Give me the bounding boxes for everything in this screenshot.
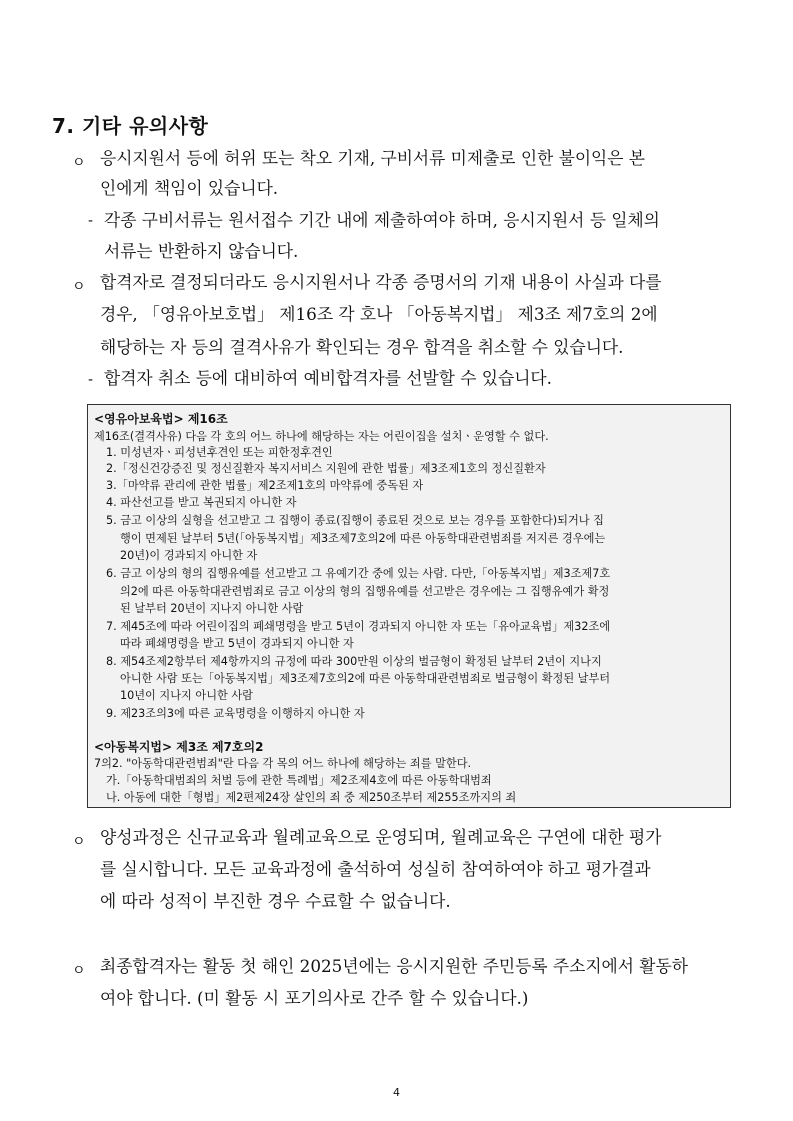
law-text: 7. 제45조에 따라 어린이집의 폐쇄명령을 받고 5년이 경과되지 아니한 자 또는「유아교육법」제32조에 [106,620,611,633]
law-text: 행이 면제된 날부터 5년(「아동복지법」제3조제7호의2에 따른 아동학대관련범죄를 저지른 경우에는 [120,532,606,545]
law-text: 8. 제54조제2항부터 제4항까지의 규정에 따라 300만원 이상의 벌금형이 확정된 날부터 2년이 지나지 [106,655,602,668]
paragraph-line: 서류는 반환하지 않습니다. [104,241,299,261]
paragraph-line: 응시지원서 등에 허위 또는 착오 기재, 구비서류 미제출로 인한 불이익은 본 [100,148,646,168]
law-text: 1. 미성년자ㆍ피성년후견인 또는 피한정후견인 [106,446,333,459]
paragraph-line: 최종합격자는 활동 첫 해인 2025년에는 응시지원한 주민등록 주소지에서 활동하 [100,956,688,976]
law-title: <영유아보육법> 제16조 [94,412,228,426]
paragraph-line: 인에게 책임이 있습니다. [100,178,279,198]
paragraph-line: 합격자로 결정되더라도 응시지원서나 각종 증명서의 기재 내용이 사실과 다를 [100,272,662,292]
bullet-mark: ㅇ [72,834,86,850]
law-text: 20년)이 경과되지 아니한 자 [120,549,258,562]
law-text: 9. 제23조의3에 따른 교육명령을 이행하지 아니한 자 [106,707,365,720]
law-text: 4. 파산선고를 받고 복권되지 아니한 자 [106,496,297,509]
paragraph-line: 합격자 취소 등에 대비하여 예비합격자를 선발할 수 있습니다. [104,368,552,388]
law-text: 따라 폐쇄명령을 받고 5년이 경과되지 아니한 자 [120,637,354,650]
law-text: 2.「정신건강증진 및 정신질환자 복지서비스 지원에 관한 법률」제3조제1호의 정신질환자 [106,462,546,475]
paragraph-line: 여야 합니다. (미 활동 시 포기의사로 간주 할 수 있습니다.) [100,988,529,1008]
law-title: <아동복지법> 제3조 제7호의2 [94,740,264,754]
law-excerpt-box [87,404,731,808]
paragraph-line: 해당하는 자 등의 결격사유가 확인되는 경우 합격을 취소할 수 있습니다. [100,337,624,357]
bullet-mark: ㅇ [72,963,86,979]
law-text: 의2에 따른 아동학대관련범죄로 금고 이상의 형의 집행유예를 선고받은 경우에는 그 집행유예가 확정 [120,585,610,598]
paragraph-line: 양성과정은 신규교육과 월례교육으로 운영되며, 월례교육은 구연에 대한 평가 [100,827,662,847]
law-text: 아니한 사람 또는「아동복지법」제3조제7호의2에 따른 아동학대관련범죄로 벌금형이 확정된 날부터 [120,672,611,685]
page-number: 4 [393,1086,400,1099]
law-text: 3.「마약류 관리에 관한 법률」제2조제1호의 마약류에 중독된 자 [106,479,424,492]
paragraph-line: 경우, 「영유아보호법」 제16조 각 호나 「아동복지법」 제3조 제7호의 2에 [100,304,658,324]
law-text: 된 날부터 20년이 지나지 아니한 사람 [120,602,304,615]
dash-mark: - [88,372,94,388]
law-text: 5. 금고 이상의 실형을 선고받고 그 집행이 종료(집행이 종료된 것으로 보는 경우를 포함한다)되거나 집 [106,514,604,527]
law-text: 10년이 지나지 아니한 사람 [120,689,253,702]
paragraph-line: 에 따라 성적이 부진한 경우 수료할 수 없습니다. [100,891,451,911]
paragraph-line: 각종 구비서류는 원서접수 기간 내에 제출하여야 하며, 응시지원서 등 일체의 [104,210,660,230]
bullet-mark: ㅇ [72,279,86,295]
law-text: 6. 금고 이상의 형의 집행유예를 선고받고 그 유예기간 중에 있는 사람. 다만,「아동복지법」제3조제7호 [106,567,611,580]
dash-mark: - [88,213,94,229]
bullet-mark: ㅇ [72,155,86,171]
law-text: 제16조(결격사유) 다음 각 호의 어느 하나에 해당하는 자는 어린이집을 설치ㆍ운영할 수 없다. [94,430,549,443]
paragraph-line: 를 실시합니다. 모든 교육과정에 출석하여 성실히 참여하여야 하고 평가결과 [100,859,651,879]
law-text: 나. 아동에 대한「형법」제2편제24장 살인의 죄 중 제250조부터 제255조까지의 죄 [106,791,517,804]
section-heading: 7. 기타 유의사항 [52,114,209,138]
law-text: 가.「아동학대범죄의 처벌 등에 관한 특례법」제2조제4호에 따른 아동학대범죄 [106,774,492,787]
law-text: 7의2. "아동학대관련범죄"란 다음 각 목의 어느 하나에 해당하는 죄를 말한다. [94,757,472,770]
